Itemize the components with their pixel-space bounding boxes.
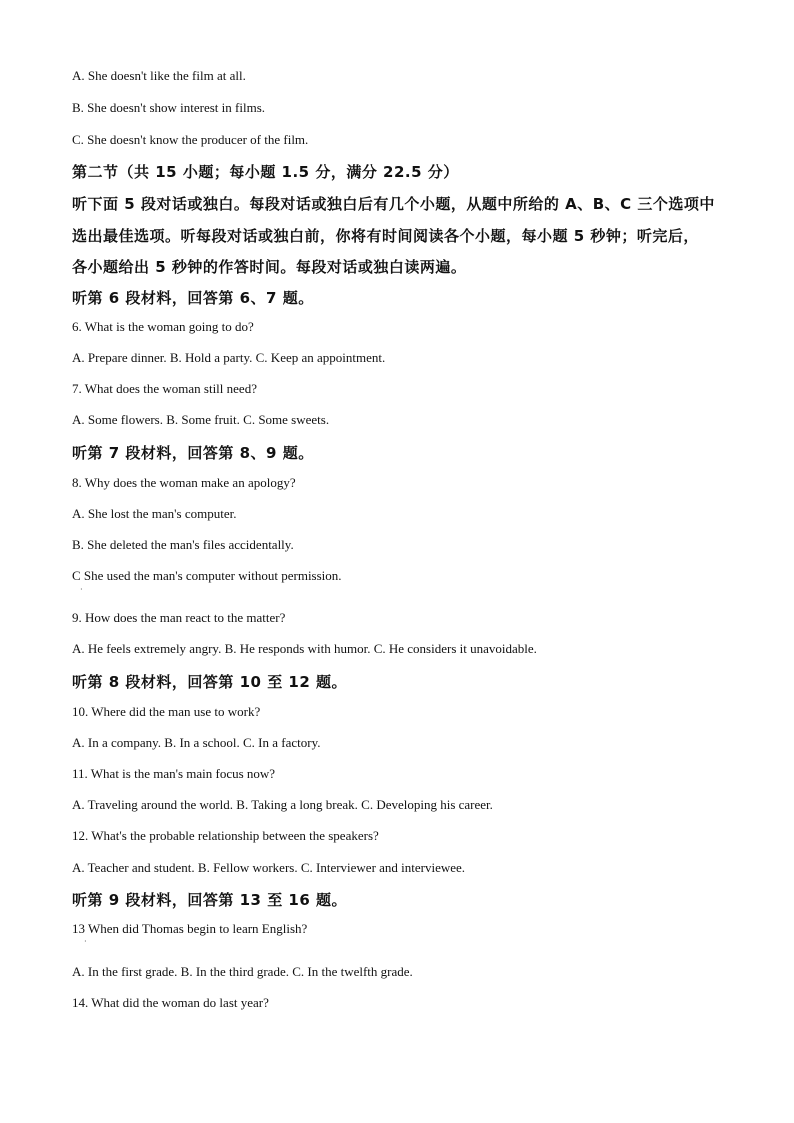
- option-line: C. She doesn't know the producer of the film.: [72, 132, 309, 147]
- question-line: 13 When did Thomas begin to learn English?: [72, 921, 308, 936]
- question-line: 9. How does the man react to the matter?: [72, 610, 286, 625]
- instruction-line: 听下面 5 段对话或独白。每段对话或独白后有几个小题，从题中所给的 A、B、C 三个选项中: [72, 195, 715, 213]
- question-line: 12. What's the probable relationship between the speakers?: [72, 828, 379, 843]
- stray-dot: ·: [80, 585, 83, 594]
- option-line: A. Prepare dinner. B. Hold a party. C. Keep an appointment.: [72, 350, 386, 365]
- instruction-line: 各小题给出 5 秒钟的作答时间。每段对话或独白读两遍。: [72, 258, 467, 276]
- option-line: A. Traveling around the world. B. Taking a long break. C. Developing his career.: [72, 797, 493, 812]
- question-line: 10. Where did the man use to work?: [72, 704, 261, 719]
- option-line: A. In the first grade. B. In the third grade. C. In the twelfth grade.: [72, 964, 413, 979]
- question-line: 8. Why does the woman make an apology?: [72, 475, 296, 490]
- question-line: 7. What does the woman still need?: [72, 381, 257, 396]
- question-line: 14. What did the woman do last year?: [72, 995, 269, 1010]
- option-line: A. Teacher and student. B. Fellow workers. C. Interviewer and interviewee.: [72, 860, 466, 875]
- option-line: C She used the man's computer without permission.: [72, 568, 342, 583]
- question-line: 11. What is the man's main focus now?: [72, 766, 276, 781]
- option-line: A. Some flowers. B. Some fruit. C. Some sweets.: [72, 412, 330, 427]
- passage-heading: 听第 9 段材料，回答第 13 至 16 题。: [72, 891, 348, 909]
- option-line: B. She doesn't show interest in films.: [72, 100, 266, 115]
- passage-heading: 听第 7 段材料，回答第 8、9 题。: [72, 444, 314, 462]
- option-line: A. She lost the man's computer.: [72, 506, 237, 521]
- passage-heading: 听第 8 段材料，回答第 10 至 12 题。: [72, 673, 348, 691]
- option-line: A. She doesn't like the film at all.: [72, 68, 246, 83]
- passage-heading: 听第 6 段材料，回答第 6、7 题。: [72, 289, 314, 307]
- option-line: B. She deleted the man's files accidentally.: [72, 537, 294, 552]
- instruction-line: 选出最佳选项。听每段对话或独白前，你将有时间阅读各个小题，每小题 5 秒钟；听完后，: [72, 227, 699, 245]
- option-line: A. In a company. B. In a school. C. In a factory.: [72, 735, 321, 750]
- stray-dot: ·: [84, 937, 87, 946]
- option-line: A. He feels extremely angry. B. He responds with humor. C. He considers it unavoidable.: [72, 641, 537, 656]
- section-heading: 第二节（共 15 小题；每小题 1.5 分，满分 22.5 分）: [72, 163, 459, 181]
- question-line: 6. What is the woman going to do?: [72, 319, 254, 334]
